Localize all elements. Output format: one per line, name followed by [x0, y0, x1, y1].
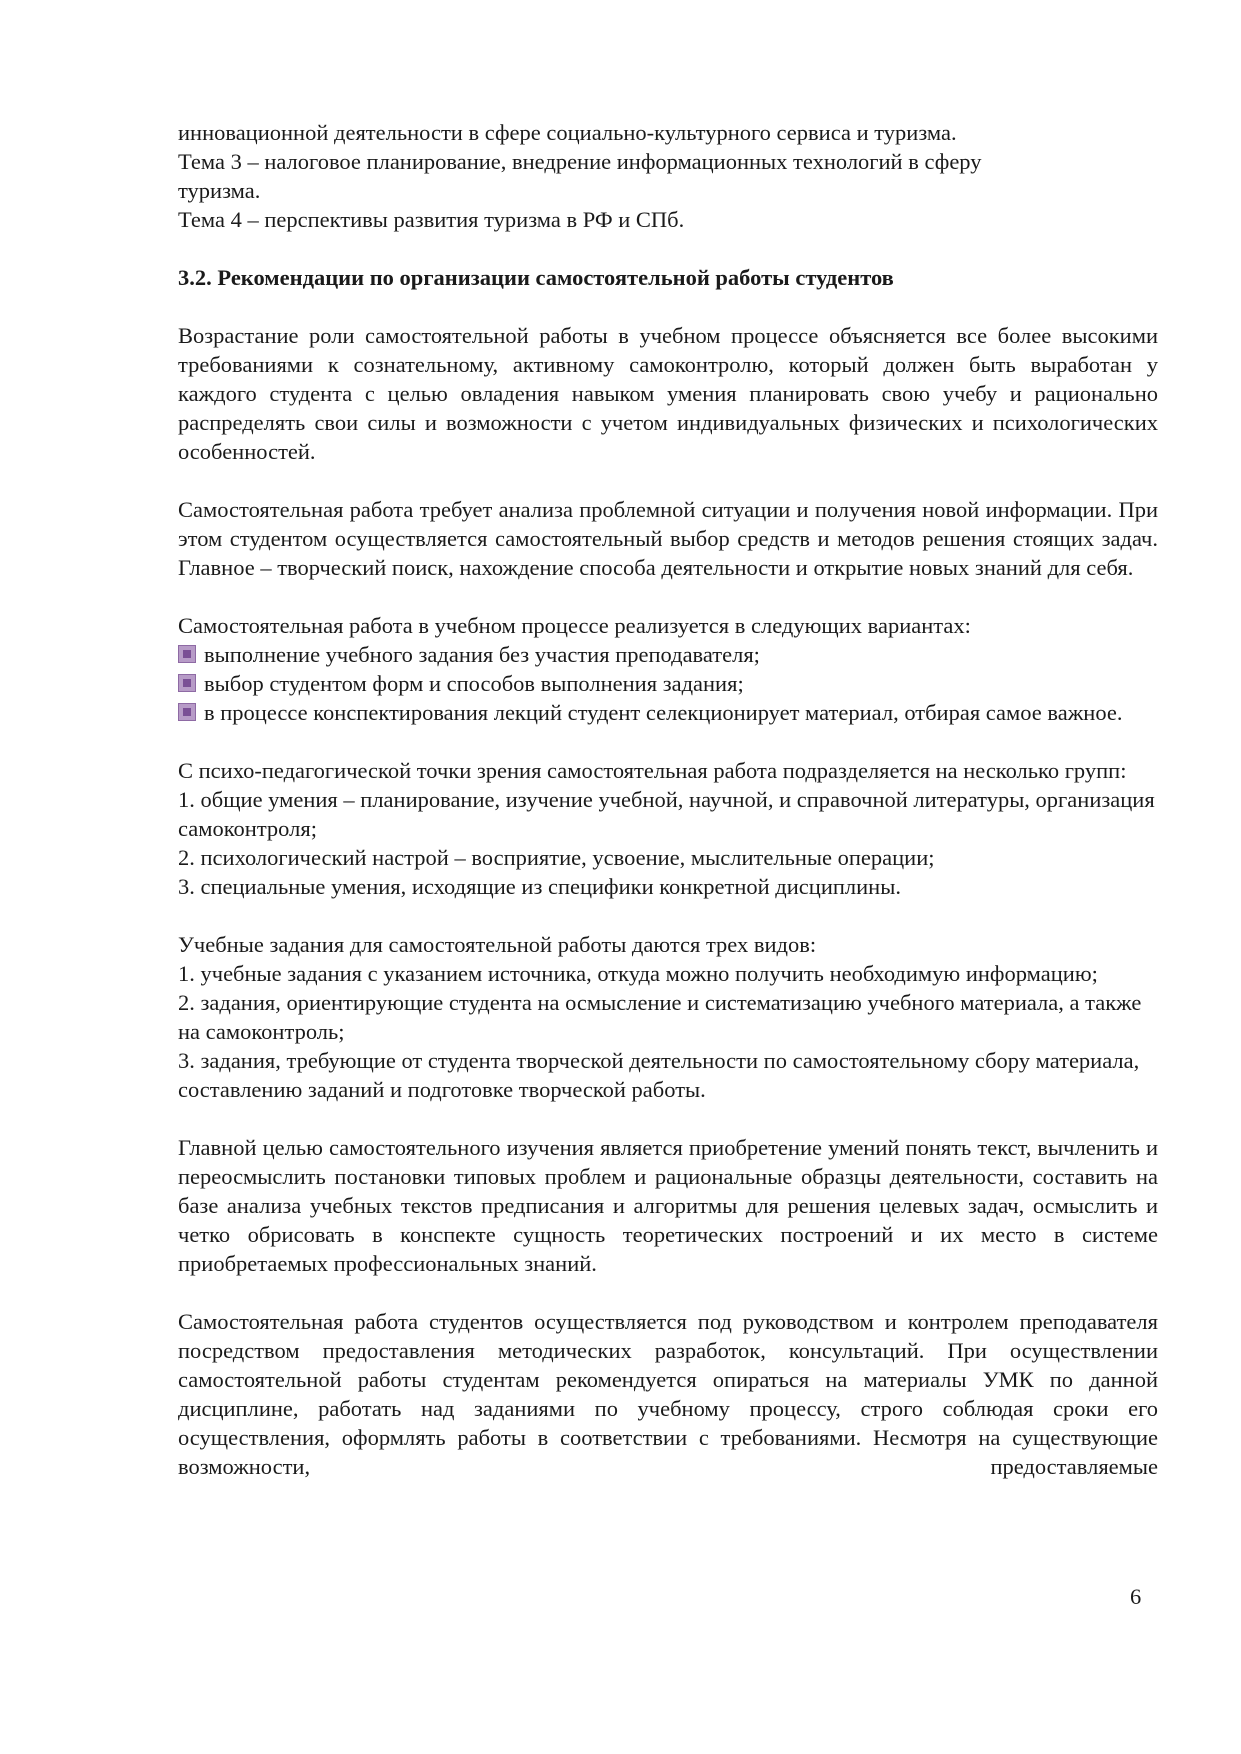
group-item: 3. специальные умения, исходящие из специфики конкретной дисциплины. [178, 874, 901, 899]
spacer [178, 901, 1158, 930]
bullet-text: выбор студентом форм и способов выполнения задания; [204, 671, 744, 696]
topic-3-continuation: туризма. [178, 178, 261, 203]
spacer [178, 466, 1158, 495]
paragraph-main-goal: Главной целью самостоятельного изучения является приобретение умений понять текст, вычленить и переосмыслить постановки типовых проблем и рациональные образцы деятельности, составить на базе анализа учебных текстов предписания и алгоритмы для решения целевых задач, осмыслить и четко обрисовать в конспекте сущность теоретических построений и их место в системе приобретаемых профессиональных знаний. [178, 1135, 1158, 1276]
task-item: 1. учебные задания с указанием источника, откуда можно получить необходимую информацию; [178, 961, 1098, 986]
group-item: 2. психологический настрой – восприятие, усвоение, мыслительные операции; [178, 845, 935, 870]
paragraph-role-of-independent-work: Возрастание роли самостоятельной работы в учебном процессе объясняется все более высокими требованиями к сознательному, активному самоконтролю, который должен быть выработан у каждого студента с целью овладения навыком умения планировать свою учебу и рационально распределять свои силы и возможности с учетом индивидуальных физических и психологических особенностей. [178, 323, 1158, 464]
topic-3-line: Тема 3 – налоговое планирование, внедрение информационных технологий в сферу [178, 149, 982, 174]
bullet-item [178, 698, 1158, 727]
page-number: 6 [1130, 1584, 1142, 1609]
spacer [178, 1278, 1158, 1307]
group-item: 1. общие умения – планирование, изучение учебной, научной, и справочной литературы, организация самоконтроля; [178, 787, 1155, 841]
spacer [178, 582, 1158, 611]
bullet-item [178, 669, 1158, 698]
intro-line: инновационной деятельности в сфере социально-культурного сервиса и туризма. [178, 120, 957, 145]
spacer [178, 292, 1158, 321]
paragraph-groups-intro: С психо-педагогической точки зрения самостоятельная работа подразделяется на несколько групп: [178, 758, 1127, 783]
topic-4-line: Тема 4 – перспективы развития туризма в РФ и СПб. [178, 207, 685, 232]
paragraph-supervision: Самостоятельная работа студентов осуществляется под руководством и контролем преподавателя посредством предоставления методических разработок, консультаций. При осуществлении самостоятельной работы студентам рекомендуется опираться на материалы УМК по данной дисциплине, работать над заданиями по учебному процессу, строго соблюдая сроки его осуществления, оформлять работы в соответствии с требованиями. Несмотря на существующие возможности, предоставляемые [178, 1309, 1158, 1479]
document-page [178, 118, 1158, 1481]
paragraph-tasks-intro: Учебные задания для самостоятельной работы даются трех видов: [178, 932, 817, 957]
bullet-item [178, 640, 1158, 669]
task-item: 3. задания, требующие от студента творческой деятельности по самостоятельному сбору материала, составлению заданий и подготовке творческой работы. [178, 1048, 1140, 1102]
square-bullet-icon [178, 645, 196, 663]
task-item: 2. задания, ориентирующие студента на осмысление и систематизацию учебного материала, а также на самоконтроль; [178, 990, 1142, 1044]
paragraph-variants-intro: Самостоятельная работа в учебном процессе реализуется в следующих вариантах: [178, 613, 971, 638]
paragraph-analysis: Самостоятельная работа требует анализа проблемной ситуации и получения новой информации. При этом студентом осуществляется самостоятельный выбор средств и методов решения стоящих задач. Главное – творческий поиск, нахождение способа деятельности и открытие новых знаний для себя. [178, 497, 1158, 580]
square-bullet-icon [178, 703, 196, 721]
spacer [178, 727, 1158, 756]
section-heading: 3.2. Рекомендации по организации самостоятельной работы студентов [178, 265, 894, 290]
square-bullet-icon [178, 674, 196, 692]
bullet-text: выполнение учебного задания без участия преподавателя; [204, 642, 760, 667]
bullet-text: в процессе конспектирования лекций студент селекционирует материал, отбирая самое важное. [204, 700, 1123, 725]
spacer [178, 234, 1158, 263]
spacer [178, 1104, 1158, 1133]
